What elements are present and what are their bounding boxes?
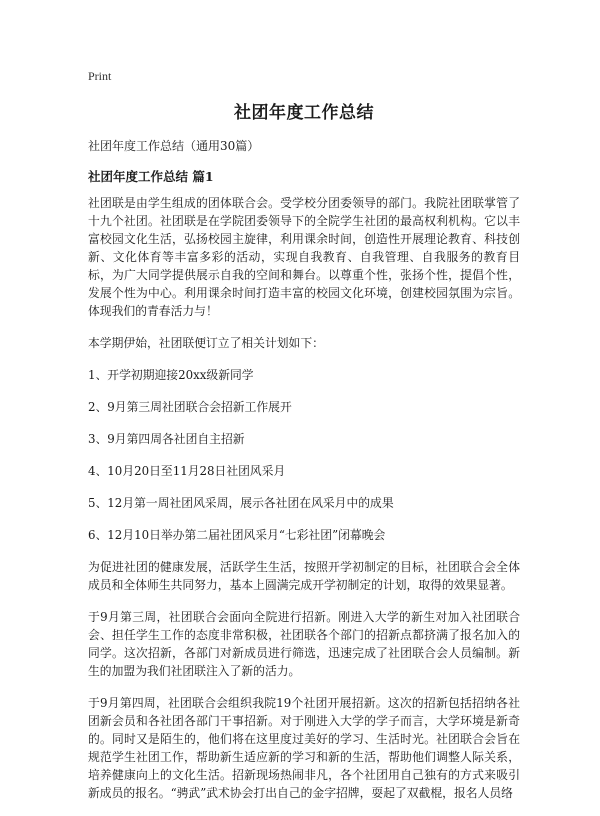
print-link[interactable]: Print (88, 69, 112, 83)
list-item: 6、12月10日举办第二届社团风采月“七彩社团”闭幕晚会 (88, 528, 386, 542)
plan-list (88, 366, 520, 544)
list-item: 2、9月第三周社团联合会招新工作展开 (88, 400, 292, 414)
list-item: 5、12月第一周社团风采周，展示各社团在风采月中的成果 (88, 496, 394, 510)
list-item: 1、开学初期迎接20xx级新同学 (88, 368, 254, 382)
section-heading: 社团年度工作总结 篇1 (88, 169, 214, 184)
document-title: 社团年度工作总结 (234, 103, 374, 123)
paragraph-intro: 社团联是由学生组成的团体联合会。受学校分团委领导的部门。我院社团联掌管了十九个社团。社团联是在学院团委领导下的全院学生社团的最高权利机构。它以丰富校园文化生活，弘扬校园主旋律，利用课余时间，创造性开展理论教育、科技创新、文化体育等丰富多彩的活动，实现自我教育、自我管理、自我服务的教育目标，为广大同学提供展示自我的空间和舞台。以尊重个性，张扬个性，提倡个性，发展个性为中心。利用课余时间打造丰富的校园文化环境，创建校园氛围为宗旨。体现我们的青春活力与！ (88, 196, 520, 318)
document-page (88, 68, 520, 816)
paragraph-summary: 为促进社团的健康发展，活跃学生生活，按照开学初制定的目标，社团联合会全体成员和全体师生共同努力，基本上圆满完成开学初制定的计划，取得的效果显著。 (88, 560, 520, 592)
list-item: 3、9月第四周各社团自主招新 (88, 432, 245, 446)
paragraph-september-week4: 于9月第四周，社团联合会组织我院19个社团开展招新。这次的招新包括招纳各社团新会员和各社团各部门干事招新。对于刚进入大学的学子而言，大学环境是新奇的。同时又是陌生的，他们将在这里度过美好的学习、生活时光。社团联合会旨在规范学生社团工作，帮助新生适应新的学习和新的生活，帮助他们调整人际关系，培养健康向上的文化生活。招新现场热闹非凡，各个社团用自己独有的方式来吸引新成员的报名。“骋武”武术协会打出自己的金字招牌，耍起了双截棍，报名人员络 (88, 696, 520, 800)
document-subtitle: 社团年度工作总结（通用30篇） (88, 139, 260, 153)
paragraph-plan-lead: 本学期伊始，社团联便订立了相关计划如下： (88, 336, 324, 350)
list-item: 4、10月20日至11月28日社团风采月 (88, 464, 286, 478)
paragraph-september-week3: 于9月第三周，社团联合会面向全院进行招新。刚进入大学的新生对加入社团联合会、担任学生工作的态度非常积极，社团联各个部门的招新点都挤满了报名加入的同学。这次招新，各部门对新成员进行筛选，迅速完成了社团联合会人员编制。新生的加盟为我们社团联注入了新的活力。 (88, 610, 520, 678)
